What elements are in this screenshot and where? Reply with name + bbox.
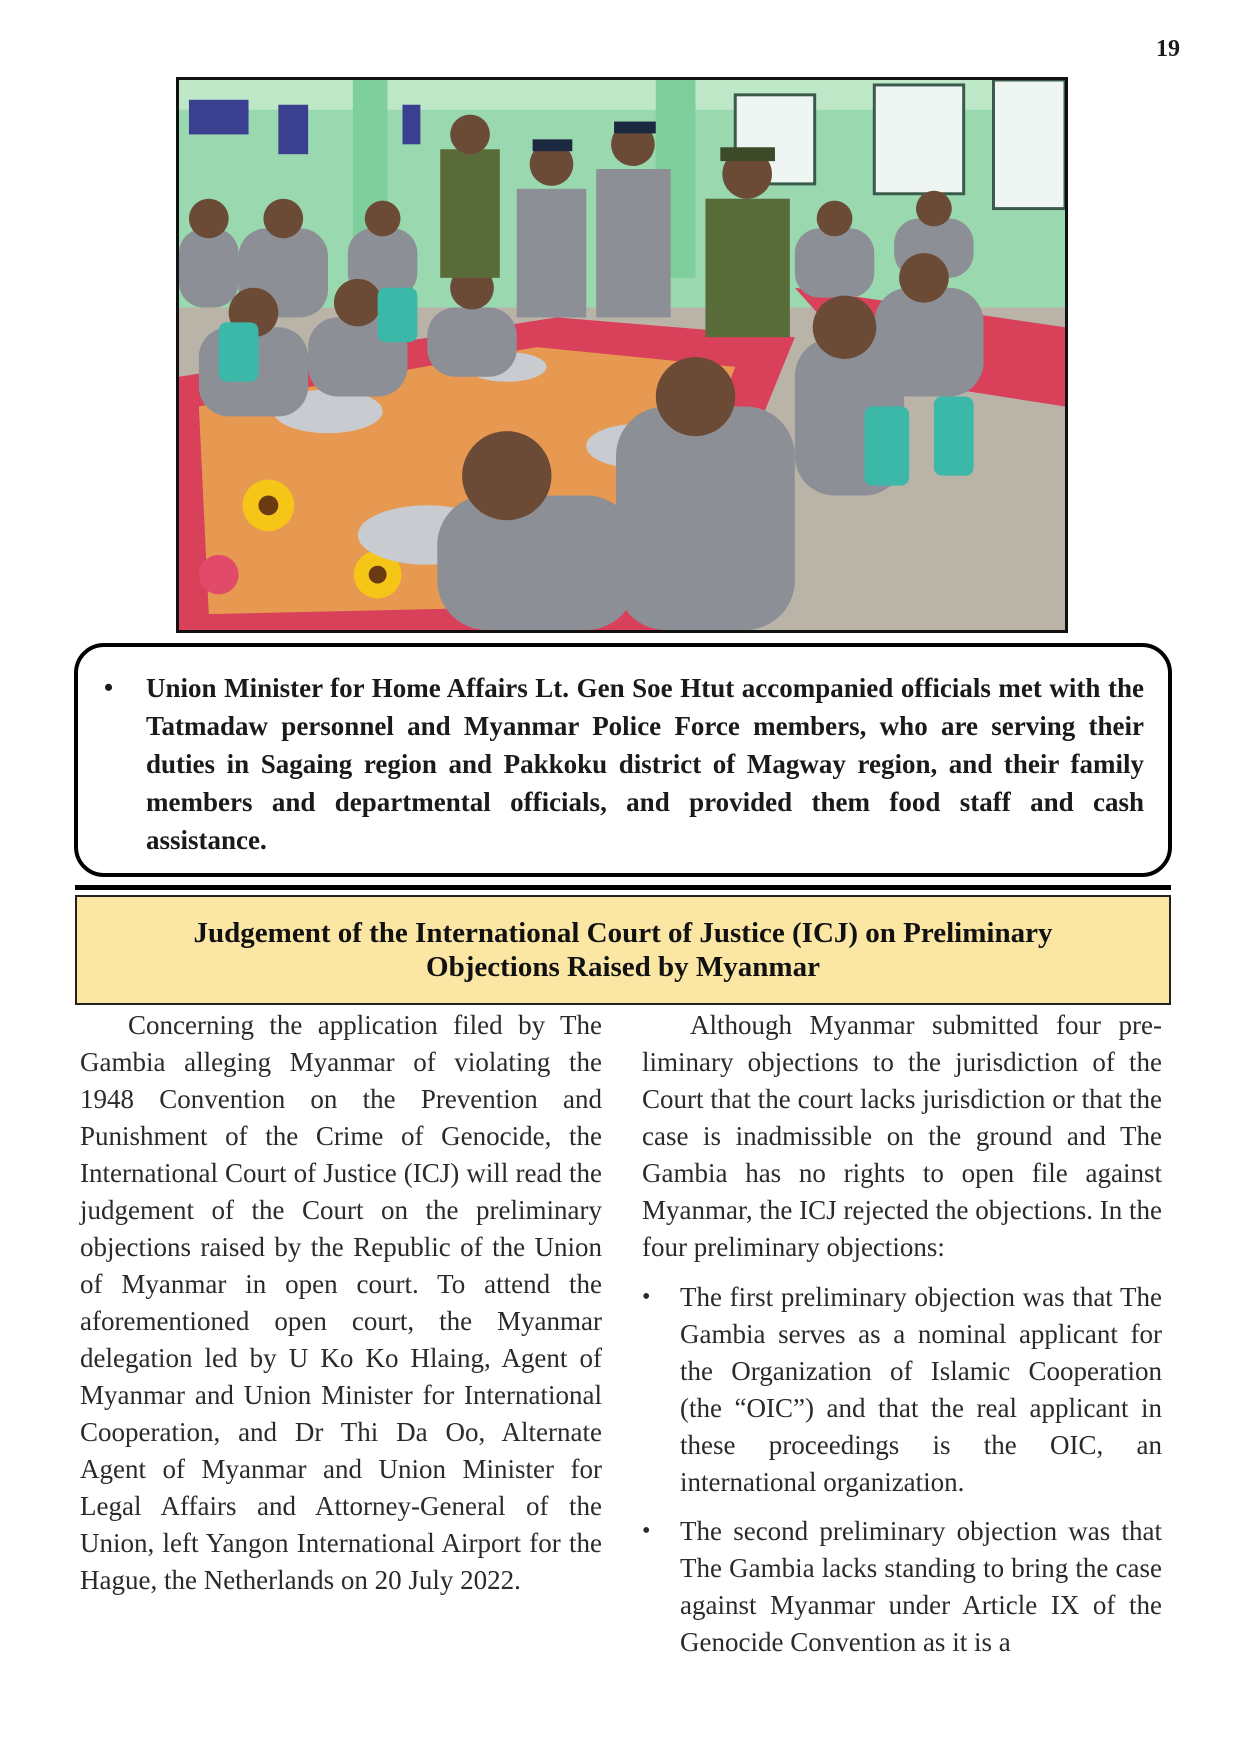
objections-list bbox=[642, 1279, 1162, 1661]
photo-caption: • Union Minister for Home Affairs Lt. Gen Soe Htut accompanied officials met with the Tatmadaw personnel and Myanmar Police Force members, who are serving their duties in Sagaing region and Pakkoku district of Magway region, and their family members and departmental officials, and provided them food staff and cash assistance. bbox=[134, 669, 1144, 859]
event-photo bbox=[176, 77, 1068, 633]
article-heading-box bbox=[75, 895, 1171, 1005]
event-photo-image bbox=[179, 80, 1065, 630]
right-column bbox=[642, 1007, 1162, 1673]
article-title-line2: Objections Raised by Myanmar bbox=[426, 951, 820, 983]
article-title bbox=[194, 916, 1053, 984]
left-column bbox=[80, 1007, 602, 1599]
objection-item: • The first preliminary objection was that The Gambia serves as a nominal applicant for the Organization of Islamic Cooperation (the “OIC”) and that the real applicant in these proceedings is the OIC, an international organization. bbox=[642, 1279, 1162, 1501]
photo-caption-box bbox=[74, 643, 1172, 877]
objection-item: • The second preliminary objection was that The Gambia lacks standing to bring the case against Myanmar under Article IX of the Genocide Convention as it is a bbox=[642, 1513, 1162, 1661]
right-paragraph: Although Myanmar submitted four preliminary objections to the jurisdiction of the Court that the court lacks jurisdiction or that the case is inadmissible on the ground and The Gambia has no rights to open file against Myanmar, the ICJ rejected the objections. In the four preliminary objections: bbox=[642, 1010, 1163, 1262]
article-title-line1: Judgement of the International Court of Justice (ICJ) on Preliminary bbox=[193, 917, 1053, 949]
page-number: 19 bbox=[1156, 36, 1180, 62]
left-paragraph: Concerning the application filed by The Gambia alleging Myanmar of violating the 1948 Convention on the Prevention and Punishment of the Crime of Genocide, the International Court of Justice (ICJ) will read the judgement of the Court on the preliminary objections raised by the Republic of the Union of Myanmar in open court. To attend the aforementioned open court, the Myanmar delegation led by U Ko Ko Hlaing, Agent of Myanmar and Union Minister for International Cooperation, and Dr Thi Da Oo, Alternate Agent of Myanmar and Union Minister for Legal Affairs and Attorney-General of the Union, left Yangon International Airport for the Hague, the Netherlands on 20 July 2022. bbox=[80, 1010, 602, 1595]
divider-rule bbox=[75, 885, 1171, 890]
